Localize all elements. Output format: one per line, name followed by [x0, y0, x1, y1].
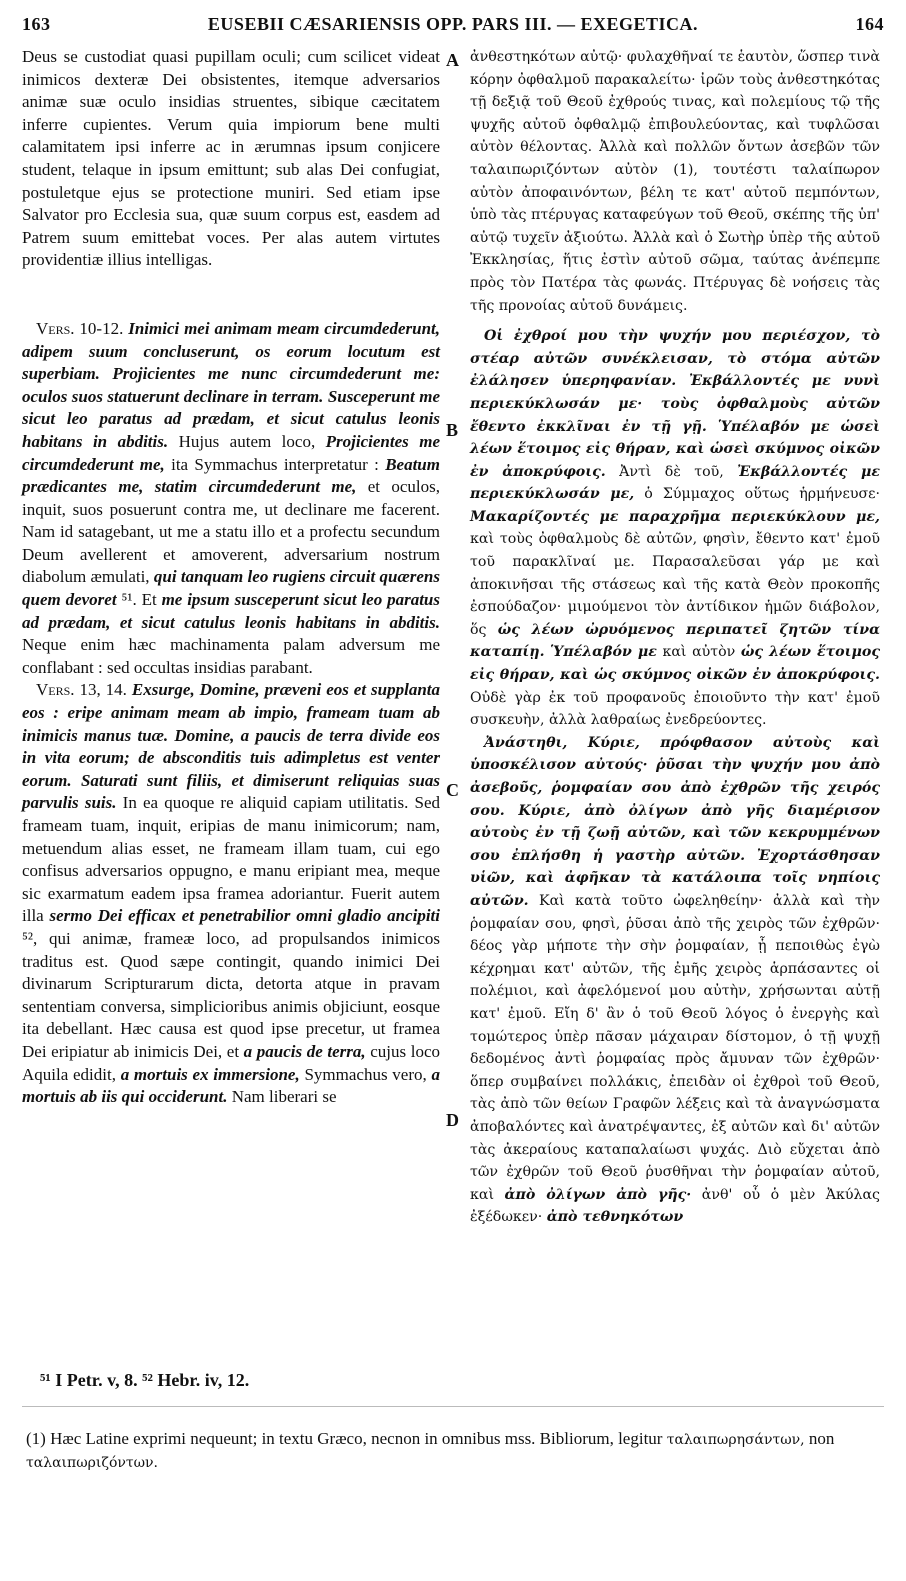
- section-marker-b: B: [446, 420, 459, 440]
- page-number-left: 163: [22, 14, 51, 34]
- footnote-latin: (1) Hæc Latine exprimi nequeunt; in textu Græco, necnon in omnibus mss. Bibliorum, legitur: [26, 1429, 667, 1448]
- verse-label: Vers. 10-12.: [36, 318, 124, 338]
- verse-lemma: Inimici mei animam meam circumdederunt, adipem suum concluserunt, os eorum locutum est superbiam. Projicientes me nunc circumdederunt me: oculos suos statuerunt declinare in terram. Susceperunt me sicut leo paratus ad prædam, et sicut catulus leonis habitans in abditis.: [22, 318, 441, 451]
- text-run: Symmachus vero,: [299, 1064, 432, 1084]
- text-run: ⁵², qui animæ, frameæ loco, ad propulsandos inimicos traditus est. Quod sæpe contingit, quando inimici Dei divinarum Scripturarum dicta, detorta atque in pravam sententiam conversa, simplicioribus animis objiciunt, eosque ita debellant. Hæc causa est quod ipse precetur, ut framea Dei eripiatur ab inimicis Dei, et: [22, 928, 440, 1061]
- italic-run: a paucis de terra,: [243, 1041, 366, 1061]
- italic-run: ὡς λέων ὠρυόμενος περιπατεῖ ζητῶν τίνα καταπίῃ.: [470, 621, 880, 661]
- italic-run: me ipsum susceperunt sicut leo paratus ad prædam, et sicut catulus leonis habitans in abditis.: [22, 590, 440, 632]
- section-marker-c: C: [446, 780, 459, 800]
- text-run: et oculos, inquit, suos posuerunt contra me, ut declinare me facerent. Nam id satagebant, ut me a statu illo et a profectu secundum Deum avellerent et amoverent, adversarium nostrum diabolum æmulati,: [22, 477, 440, 587]
- text-run: Nam liberari se: [227, 1087, 337, 1107]
- italic-run: ὡς λέων ἕτοιμος εἰς θήραν, καὶ ὡς σκύμνος οἰκῶν ἐν ἀποκρύφοις.: [470, 644, 881, 684]
- italic-run: qui tanquam leo rugiens circuit quærens quem devoret: [22, 567, 440, 610]
- footnote-greek-2: ταλαιπωριζόντων.: [26, 1455, 159, 1471]
- latin-paragraph-1: Deus se custodiat quasi pupillam oculi; cum scilicet videat inimicos dexteræ Dei obsistentes, itemque adversarios animæ suæ oculo insidias struentes, sibique cæcitatem inferre cupientes. Verum quia impiorum bene multi calamitatem ipsi inferre ac in ærumnas ipsum conjicere student, telaque in ipsum emittunt; sub alas Dei confugiat, postuletque ejus se protectione muniri. Sed etiam ipse Salvator pro Ecclesia sua, quæ suum corpus est, easdem ad Patrem suum emittebat voces. Per alas autem virtutes providentiæ illius intelligas.: [22, 47, 440, 270]
- italic-run: Beatum prædicantes me, statim circumdederunt me,: [22, 454, 440, 497]
- verse-lemma: Ἀνάστηθι, Κύριε, πρόφθασον αὐτοὺς καὶ ὑποσκέλισον αὐτούς· ῥῦσαι τὴν ψυχήν μου ἀπὸ ἀσεβοῦς, ῥομφαίαν σου ἀπὸ ἐχθρῶν τῆς χειρός σου. Κύριε, ἀπὸ ὀλίγων ἀπὸ γῆς διαμέρισον αὐτοὺς ἐν τῇ ζωῇ αὐτῶν, καὶ τῶν κεκρυμμένων σου ἐπλήσθη ἡ γαστὴρ αὐτῶν. Ἐχορτάσθησαν υἱῶν, καὶ ἀφῆκαν τὰ κατάλοιπα τοῖς νηπίοις αὐτῶν.: [470, 734, 880, 909]
- section-marker-d: D: [446, 1110, 459, 1130]
- text-run: ⁵¹. Et: [116, 590, 162, 610]
- spacer: [470, 317, 880, 325]
- verse-lemma: Οἱ ἐχθροί μου τὴν ψυχήν μου περιέσχον, τὸ στέαρ αὐτῶν συνέκλεισαν, τὸ στόμα αὐτῶν ἐλάλησεν ὑπερηφανίαν. Ἐκβάλλοντές με νυνὶ περιεκύκλωσάν με· τοὺς ὀφθαλμοὺς αὐτῶν ἔθεντο ἐκκλῖναι ἐν τῇ γῇ. Ὑπέλαβόν με ὡσεὶ λέων ἕτοιμος εἰς θήραν, καὶ ὡσεὶ σκύμνος οἰκῶν ἐν ἀποκρύφοις.: [470, 328, 880, 480]
- text-run: καὶ τοὺς ὀφθαλμοὺς δὲ αὐτῶν, φησὶν, ἔθεντο κατ' ἐμοῦ τοῦ παρακλῖναί με. Παρασαλεῦσαι γάρ με καὶ ἀποκινῆσαι τῆς στάσεως καὶ τῆς κατὰ Θεὸν προκοπῆς ἐσπούδαζον· μιμούμενοι τὸν ἀντίδικον ἡμῶν διάβολον, ὅς: [470, 531, 880, 638]
- text-run: cujus loco Aquila edidit,: [22, 1041, 441, 1084]
- text-run: ὁ Σύμμαχος οὕτως ἡρμήνευσε·: [634, 486, 880, 503]
- italic-run: Ἐκβάλλοντές με περιεκύκλωσάν με,: [470, 463, 880, 503]
- italic-run: a mortuis ab iis qui occiderunt.: [22, 1064, 440, 1107]
- italic-run: Ὑπέλαβόν με: [550, 644, 657, 661]
- footnote-greek-1: ταλαιπωρησάντων,: [666, 1432, 805, 1448]
- italic-run: a mortuis ex immersione,: [120, 1064, 300, 1084]
- text-run: Neque enim hæc machinamenta palam adversum me conflabant : sed occultas insidias parabant.: [22, 635, 440, 677]
- italic-run: ἀπὸ ὀλίγων ἀπὸ γῆς·: [504, 1186, 692, 1203]
- running-header: [22, 14, 884, 40]
- greek-column: [470, 46, 880, 1229]
- footnote-mid: non: [804, 1429, 835, 1448]
- latin-column: [22, 46, 440, 1109]
- verse-label: Vers. 13, 14.: [36, 680, 127, 700]
- footnote: [26, 1428, 880, 1474]
- text-run: In ea quoque re aliquid capiam utilitatis. Sed frameam tuam, inquit, eripias de manu inimicorum; nam, metuendum alias esset, ne frameam illam tuam, cui ego confisus adversarios oppugno, e manu eripiant mea, meque sic exarmatum eadem ipsa framea adoriantur. Fuerit autem illa: [22, 793, 440, 926]
- text-run: Καὶ κατὰ τοῦτο ὠφεληθείην· ἀλλὰ καὶ τὴν ῥομφαίαν σου, φησὶ, ῥῦσαι ἀπὸ τῆς χειρὸς τῶν ἐχθρῶν· δέος γὰρ μήποτε τὴν σὴν ῥομφαίαν, ᾗ πεποιθὼς ἐγὼ κέχρημαι κατ' αὐτῶν, τῆς ἐμῆς χειρὸς ἁρπάσαντες οἱ πολέμιοι, καὶ ἀφελόμενοί μου αὐτὴν, χρήσωνται αὐτῇ κατ' ἐμοῦ. Εἴη δ' ἂν ὁ τοῦ Θεοῦ λόγος ὁ ἐνεργὴς καὶ τομώτερος ὑπὲρ πᾶσαν μάχαιραν δίστομον, ὁ τῇ ψυχῇ δεδομένος ἀντὶ ῥομφαίας πρὸς ἄμυναν τῶν ἐχθρῶν· ὅπερ συμβαίνει πολλάκις, ἐπειδὰν οἱ ἐχθροὶ τοῦ Θεοῦ, τὰς ἀπὸ τῶν θείων Γραφῶν λέξεις καὶ τὰ ἀναγνώσματα ἀποβαλόντες καὶ ἀνατρέψαντες, ἐξ αὐτῶν καὶ δι' αὐτῶν τὰς ἀκεραίους καταπαλαίωσι ψυχάς. Διὸ εὔχεται ἀπὸ τῶν ἐχθρῶν τοῦ Θεοῦ ῥυσθῆναι τὴν ῥομφαίαν αὐτοῦ, καὶ: [470, 892, 880, 1203]
- italic-run: Μακαρίζοντές με παραχρῆμα περιεκύκλουν με,: [470, 508, 880, 525]
- italic-run: ἀπὸ τεθνηκότων: [546, 1209, 684, 1226]
- verse-lemma: Exsurge, Domine, præveni eos et supplanta eos : eripe animam meam ab impio, frameam tuam ab inimicis manus tuæ. Domine, a paucis de terra divide eos in vita eorum; de absconditis tuis adimpletus est venter eorum. Saturati sunt filiis, et dimiserunt reliquias suas parvulis suis.: [22, 680, 440, 813]
- scripture-references: ⁵¹ I Petr. v, 8. ⁵² Hebr. iv, 12.: [40, 1370, 250, 1390]
- greek-paragraph-1: ἀνθεστηκότων αὐτῷ· φυλαχθῆναί τε ἑαυτὸν, ὥσπερ τινὰ κόρην ὀφθαλμοῦ παρακαλείτω· ἰρῶν τοὺς ἀνθεστηκότας τῇ δεξιᾷ τοῦ Θεοῦ ἐχθρούς τινας, καὶ πολεμίους τῷ τῆς ψυχῆς αὐτοῦ ὀφθαλμῷ ἐπιβουλεύοντας, καὶ τυφλῶσαι αὐτὸν θέλοντας. Ἀλλὰ καὶ πολλῶν ὄντων ἀσεβῶν τῶν ταλαιπωριζόντων αὐτὸν (1), τουτέστι ταλαίπωρον αὐτὸν ἀποφαινόντων, βέλη τε κατ' αὐτοῦ πεμπόντων, ὑπὸ τὰς πτέρυγας καταφεύγων τοῦ Θεοῦ, σκέπης τῆς ὑπ' αὐτῷ τυχεῖν ἀξιούτω. Ἀλλὰ καὶ ὁ Σωτὴρ ὑπὲρ τῆς αὐτοῦ Ἐκκλησίας, ἥτις ἐστὶν αὐτοῦ σῶμα, ταύτας ἀνέπεμπε πρὸς τὸν Πατέρα τὰς φωνάς. Πτέρυγας δὲ νοήσεις τὰς τῆς προνοίας αὐτοῦ δυνάμεις.: [470, 49, 880, 314]
- greek-verse-10-12: [470, 325, 880, 732]
- running-title: EUSEBII CÆSARIENSIS OPP. PARS III. — EXEGETICA.: [207, 14, 699, 34]
- text-run: Ἀντὶ δὲ τοῦ,: [605, 463, 738, 480]
- latin-verse-13-14: [22, 679, 440, 1108]
- greek-verse-13-14: [470, 732, 880, 1229]
- text-run: ἀνθ' οὗ ὁ μὲν Ἀκύλας ἐξέδωκεν·: [470, 1186, 880, 1226]
- text-run: καὶ αὐτὸν: [656, 644, 741, 661]
- text-run: ita Symmachus interpretatur :: [164, 454, 386, 474]
- text-run: Hujus autem loco,: [168, 431, 326, 451]
- page-number-right: 164: [855, 14, 884, 34]
- italic-run: sermo Dei efficax et penetrabilior omni gladio ancipiti: [49, 906, 440, 926]
- latin-verse-10-12: [22, 318, 440, 680]
- italic-run: Projicientes me circumdederunt me,: [22, 431, 441, 474]
- text-run: Οὐδὲ γὰρ ἐκ τοῦ προφανοῦς ἐποιοῦντο τὴν κατ' ἐμοῦ συσκευὴν, ἀλλὰ λαθραίως ἐνεδρεύοντες.: [470, 689, 880, 729]
- footnote-divider: [22, 1406, 884, 1407]
- spacer: [22, 272, 440, 318]
- section-marker-a: A: [446, 50, 459, 70]
